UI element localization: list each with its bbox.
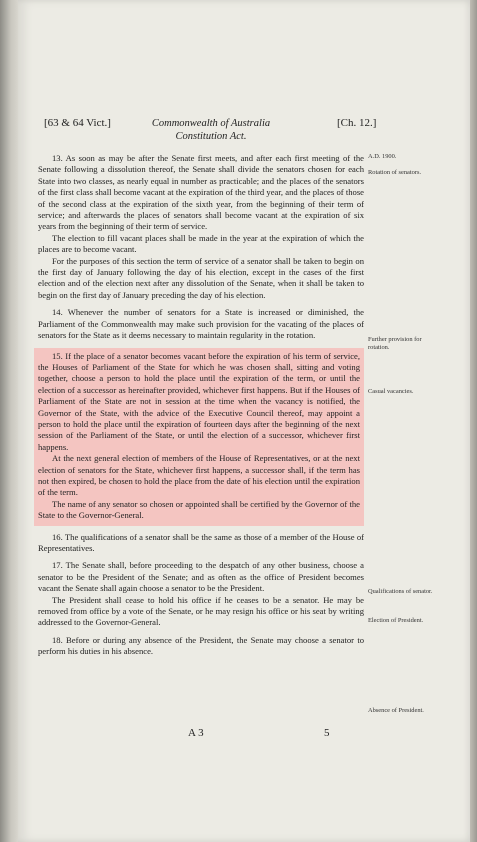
margin-absence-president: Absence of President. [368, 707, 424, 714]
section-17 [38, 560, 364, 628]
section-18 [38, 635, 364, 658]
section-15-para-2: At the next general election of members of the House of Representatives, or at the next election of senators for the State, whichever first happens, a successor shall, if the term has not then expired, be chosen to hold the place from the date of his election until the expiration of the term. [38, 453, 360, 498]
section-17-para-1: 17. The Senate shall, before proceeding to the despatch of any other business, choose a senator to be the President of the Senate; and as often as the office of President becomes vacant the Senate shall again choose a senator to be the President. [38, 560, 364, 594]
margin-further-provision: Further provision for rotation. [368, 336, 422, 351]
margin-casual-vacancies: Casual vacancies. [368, 388, 414, 395]
margin-qualifications: Qualifications of senator. [368, 588, 433, 595]
regnal-year: [63 & 64 Vict.] [44, 117, 111, 129]
page-number: 5 [324, 727, 330, 739]
section-15-para-1: 15. If the place of a senator becomes vacant before the expiration of his term of service, the Houses of Parliament of the State for which he was chosen shall, sitting and voting together, choose a person to hold the place until the expiration of the term, or until the election of a successor as hereinafter provided, whichever first happens. But if the Houses of Parliament of the State are not in session at the time when the vacancy is notified, the Governor of the State, with the advice of the Executive Council thereof, may appoint a person to hold the place until the expiration of fourteen days after the beginning of the next session of the Parliament of the State, or until the election of a successor, whichever first happens. [38, 350, 360, 452]
section-14-para: 14. Whenever the number of senators for a State is increased or diminished, the Parliament of the Commonwealth may make such provision for the vacating of the places of senators for the State as it deems necessary to maintain regularity in the rotation. [38, 307, 364, 341]
section-13 [38, 153, 364, 301]
section-13-para-2: The election to fill vacant places shall be made in the year at the expiration of which the places are to become vacant. [38, 232, 364, 255]
section-15-highlight [34, 348, 364, 526]
section-13-para-1: 13. As soon as may be after the Senate first meets, and after each first meeting of the Senate following a dissolution thereof, the Senate shall divide the senators chosen for each State into two classes, as nearly equal in number as practicable; and the places of the senators of the first class shall become vacant at the expiration of the third year, and the places of those of the second class at the expiration of the sixth year, from the beginning of their term of service; and afterwards the places of senators shall become vacant at the expiration of six years from the beginning of their term of service. [38, 153, 364, 232]
section-15-para-3: The name of any senator so chosen or appointed shall be certified by the Governor of the State to the Governor-General. [38, 498, 360, 521]
section-13-para-3: For the purposes of this section the term of service of a senator shall be taken to begin on the first day of January following the day of his election, except in the cases of the first election and of the election next after any dissolution of the Senate, when it shall be taken to begin on the first day of January preceding the day of his election. [38, 255, 364, 300]
act-title-line1: Commonwealth of Australia [151, 118, 271, 129]
margin-rotation: Rotation of senators. [368, 169, 422, 176]
body-text [38, 153, 364, 658]
chapter-ref: [Ch. 12.] [337, 117, 377, 129]
section-16 [38, 532, 364, 555]
section-17-para-2: The President shall cease to hold his office if he ceases to be a senator. He may be removed from office by a vote of the Senate, or he may resign his office or his seat by writing addressed to the Governor-General. [38, 594, 364, 628]
signature-mark: A 3 [188, 727, 204, 739]
document-page [18, 0, 470, 842]
section-16-para: 16. The qualifications of a senator shall be the same as those of a member of the House of Representatives. [38, 531, 364, 553]
running-header [18, 117, 470, 151]
act-title [136, 117, 286, 143]
section-18-para: 18. Before or during any absence of the President, the Senate may choose a senator to perform his duties in his absence. [38, 634, 364, 657]
section-14 [38, 307, 364, 341]
margin-election-president: Election of President. [368, 617, 424, 624]
act-title-line2: Constitution Act. [175, 131, 247, 142]
margin-year: A.D. 1900. [368, 153, 397, 160]
